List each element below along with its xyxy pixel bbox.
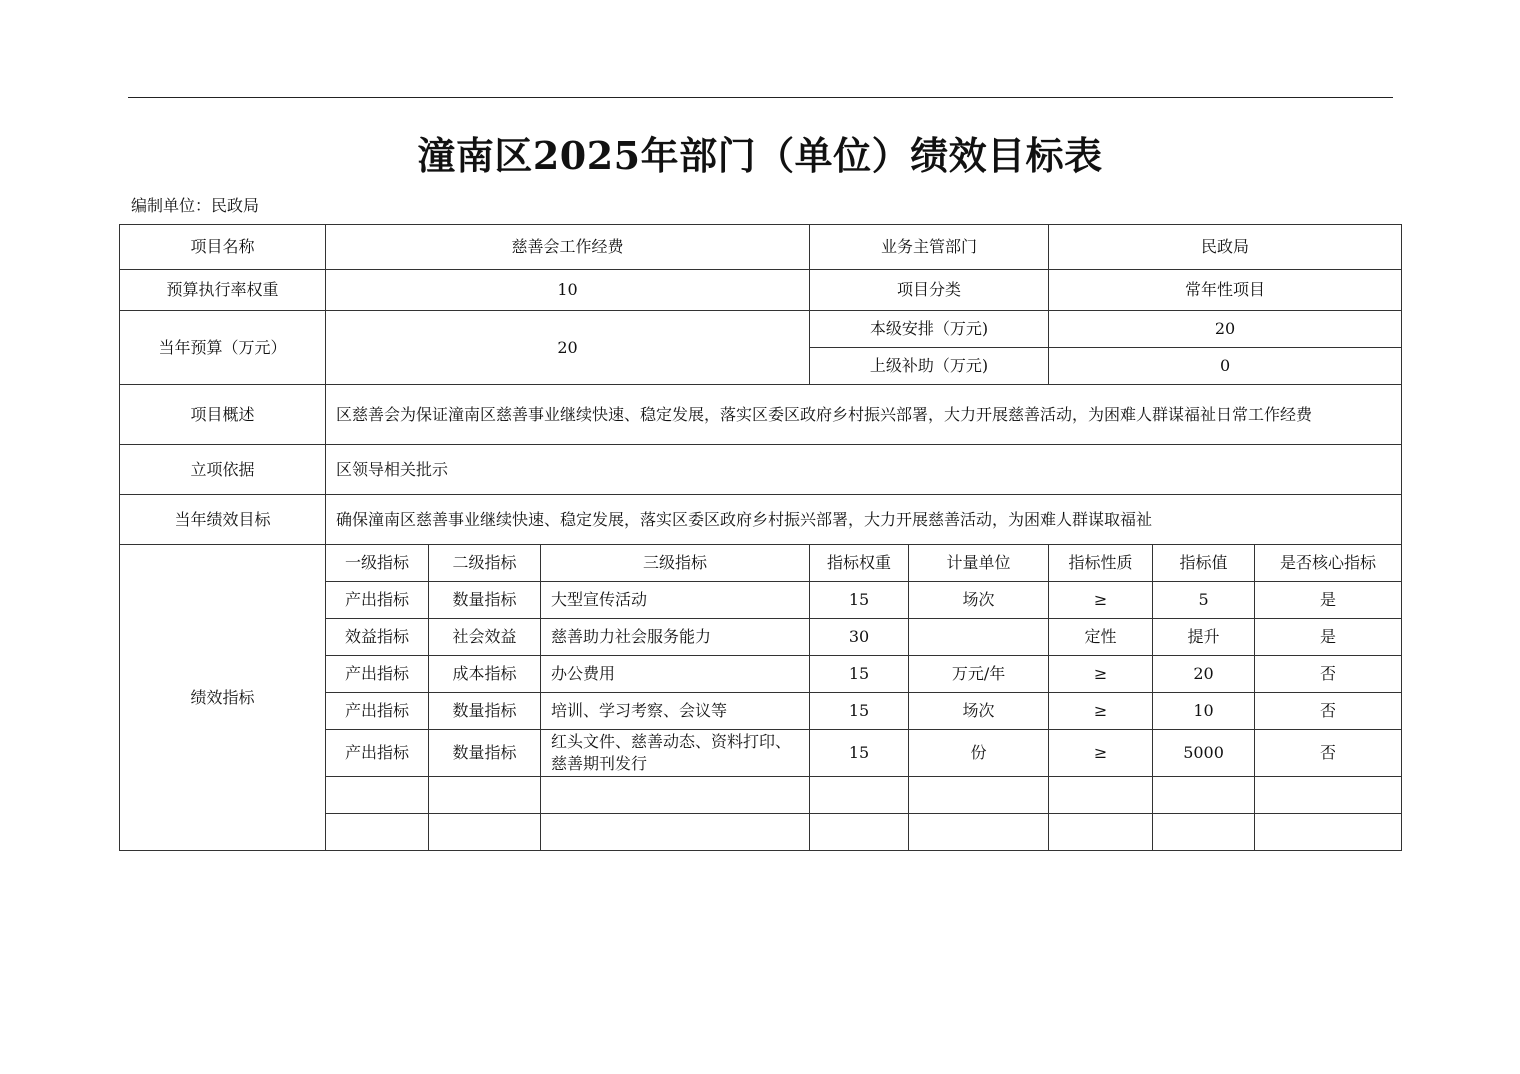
header-weight: 指标权重 (810, 545, 909, 582)
cell-unit: 场次 (909, 693, 1049, 730)
basis-value: 区领导相关批示 (326, 445, 1402, 495)
budget-label: 当年预算（万元） (120, 311, 326, 385)
project-name-value: 慈善会工作经费 (326, 225, 810, 270)
goal-value: 确保潼南区慈善事业继续快速、稳定发展，落实区委区政府乡村振兴部署，大力开展慈善活动，为困难人群谋取福祉 (326, 495, 1402, 545)
budget-value: 20 (326, 311, 810, 385)
performance-table (119, 224, 1402, 851)
header-level2: 二级指标 (429, 545, 541, 582)
indicators-section-label: 绩效指标 (120, 545, 326, 851)
basis-label: 立项依据 (120, 445, 326, 495)
indicator-header-row (120, 545, 1402, 582)
cell-level1 (326, 814, 429, 851)
overview-value: 区慈善会为保证潼南区慈善事业继续快速、稳定发展，落实区委区政府乡村振兴部署，大力开展慈善活动，为困难人群谋福祉日常工作经费 (326, 385, 1402, 445)
cell-value (1153, 814, 1255, 851)
cell-level2: 数量指标 (429, 582, 541, 619)
cell-core: 否 (1255, 693, 1402, 730)
cell-level3: 办公费用 (541, 656, 810, 693)
cell-weight: 30 (810, 619, 909, 656)
local-value: 20 (1049, 311, 1402, 348)
row-budget-local (120, 311, 1402, 348)
cell-weight (810, 777, 909, 814)
cell-level3: 红头文件、慈善动态、资料打印、慈善期刊发行 (541, 730, 810, 777)
dept-label: 业务主管部门 (810, 225, 1049, 270)
cell-weight: 15 (810, 693, 909, 730)
header-unit: 计量单位 (909, 545, 1049, 582)
header-nature: 指标性质 (1049, 545, 1153, 582)
cell-core: 否 (1255, 730, 1402, 777)
cell-level2: 成本指标 (429, 656, 541, 693)
cell-nature: ≥ (1049, 656, 1153, 693)
cell-unit (909, 619, 1049, 656)
cell-value: 20 (1153, 656, 1255, 693)
cell-level3: 慈善助力社会服务能力 (541, 619, 810, 656)
cell-value: 5000 (1153, 730, 1255, 777)
cell-nature (1049, 814, 1153, 851)
cell-nature: ≥ (1049, 693, 1153, 730)
cell-level3 (541, 777, 810, 814)
header-level1: 一级指标 (326, 545, 429, 582)
cell-unit: 万元/年 (909, 656, 1049, 693)
cell-weight: 15 (810, 730, 909, 777)
cell-value: 提升 (1153, 619, 1255, 656)
row-overview (120, 385, 1402, 445)
cell-nature (1049, 777, 1153, 814)
cell-level3: 培训、学习考察、会议等 (541, 693, 810, 730)
cell-unit: 场次 (909, 582, 1049, 619)
cell-level1: 产出指标 (326, 656, 429, 693)
cell-level1: 产出指标 (326, 582, 429, 619)
cell-level2 (429, 814, 541, 851)
cell-core: 是 (1255, 619, 1402, 656)
page-title: 潼南区2025年部门（单位）绩效目标表 (417, 133, 1103, 178)
row-project-name (120, 225, 1402, 270)
header-level3: 三级指标 (541, 545, 810, 582)
cell-level2: 数量指标 (429, 730, 541, 777)
cell-core: 是 (1255, 582, 1402, 619)
row-basis (120, 445, 1402, 495)
cell-level2 (429, 777, 541, 814)
cell-level1: 产出指标 (326, 693, 429, 730)
cell-unit: 份 (909, 730, 1049, 777)
local-label: 本级安排（万元) (810, 311, 1049, 348)
upper-label: 上级补助（万元) (810, 348, 1049, 385)
project-name-label: 项目名称 (120, 225, 326, 270)
category-label: 项目分类 (810, 270, 1049, 311)
cell-level3 (541, 814, 810, 851)
cell-weight (810, 814, 909, 851)
cell-level1: 效益指标 (326, 619, 429, 656)
cell-value: 5 (1153, 582, 1255, 619)
exec-weight-value: 10 (326, 270, 810, 311)
cell-core: 否 (1255, 656, 1402, 693)
header-core: 是否核心指标 (1255, 545, 1402, 582)
goal-label: 当年绩效目标 (120, 495, 326, 545)
cell-unit (909, 777, 1049, 814)
overview-label: 项目概述 (120, 385, 326, 445)
header-value: 指标值 (1153, 545, 1255, 582)
upper-value: 0 (1049, 348, 1402, 385)
cell-nature: ≥ (1049, 730, 1153, 777)
row-exec-weight (120, 270, 1402, 311)
category-value: 常年性项目 (1049, 270, 1402, 311)
cell-core (1255, 814, 1402, 851)
cell-level2: 社会效益 (429, 619, 541, 656)
cell-level1: 产出指标 (326, 730, 429, 777)
cell-weight: 15 (810, 582, 909, 619)
cell-level2: 数量指标 (429, 693, 541, 730)
cell-nature: 定性 (1049, 619, 1153, 656)
cell-value (1153, 777, 1255, 814)
cell-level3: 大型宣传活动 (541, 582, 810, 619)
cell-unit (909, 814, 1049, 851)
compiling-unit: 编制单位：民政局 (131, 196, 260, 215)
cell-weight: 15 (810, 656, 909, 693)
top-rule (128, 97, 1393, 98)
dept-value: 民政局 (1049, 225, 1402, 270)
cell-core (1255, 777, 1402, 814)
cell-value: 10 (1153, 693, 1255, 730)
exec-weight-label: 预算执行率权重 (120, 270, 326, 311)
row-goal (120, 495, 1402, 545)
cell-nature: ≥ (1049, 582, 1153, 619)
cell-level1 (326, 777, 429, 814)
